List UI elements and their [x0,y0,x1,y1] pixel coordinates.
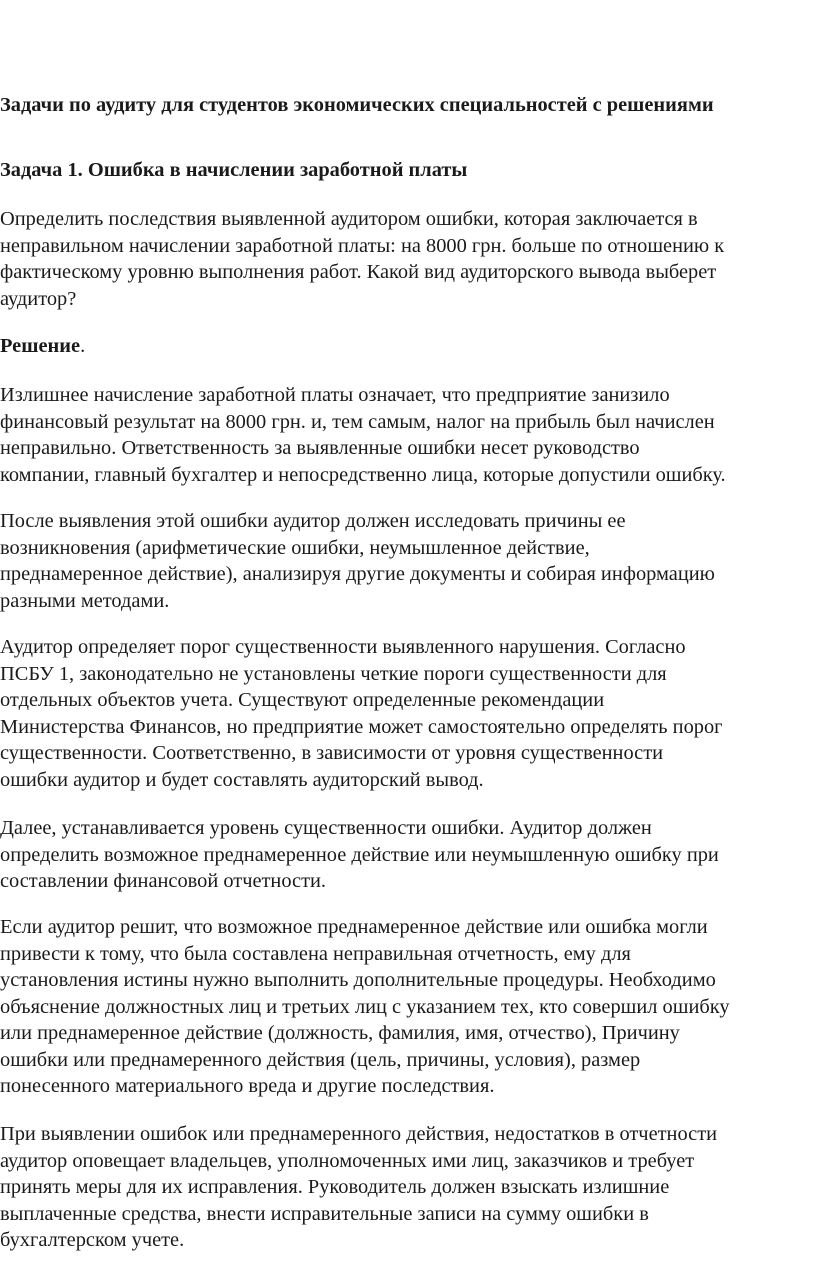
text-line: преднамеренное действие), анализируя другие документы и собирая информацию [0,563,715,585]
text-line: ошибки аудитор и будет составлять аудиторский вывод. [0,768,484,791]
text-line: или преднамеренное действие (должность, фамилия, имя, отчество), Причину [0,1022,680,1044]
text-line: Министерства Финансов, но предприятие может самостоятельно определять порог [0,715,723,738]
solution-paragraph-1 [0,382,814,488]
text-line: разными методами. [0,589,170,612]
text-line: привести к тому, что была составлена неправильная отчетность, ему для [0,942,631,965]
text-line: Аудитор определяет порог существенности выявленного нарушения. Согласно [0,636,686,658]
text-line: составлении финансовой отчетности. [0,870,327,892]
text-line: выплаченные средства, внести исправительные записи на сумму ошибки в [0,1202,649,1225]
text-line: фактическому уровню выполнения работ. Какой вид аудиторского вывода выберет [0,261,717,283]
text-line: компании, главный бухгалтер и непосредственно лица, которые допустили ошибку. [0,463,726,486]
solution-paragraph-6 [0,1121,814,1254]
solution-paragraph-4 [0,815,814,895]
text-line: Если аудитор решит, что возможное преднамеренное действие или ошибка могли [0,916,708,938]
text-line: ПСБУ 1, законодательно не установлены четкие пороги существенности для [0,662,667,685]
text-line: неправильном начислении заработной платы: на 8000 грн. больше по отношению к [0,234,725,257]
text-line: установления истины нужно выполнить дополнительные процедуры. Необходимо [0,969,716,991]
solution-label: Решение [0,335,81,357]
text-line: отдельных объектов учета. Существуют определенные рекомендации [0,689,605,711]
solution-heading [0,333,85,359]
text-line: При выявлении ошибок или преднамеренного действия, недостатков в отчетности [0,1123,718,1145]
text-line: финансовый результат на 8000 грн. и, тем самым, налог на прибыль был начислен [0,410,715,433]
solution-paragraph-3 [0,634,814,793]
text-line: После выявления этой ошибки аудитор должен исследовать причины ее [0,510,626,532]
text-line: возникновения (арифметические ошибки, неумышленное действие, [0,536,590,559]
text-line: Излишнее начисление заработной платы означает, что предприятие занизило [0,384,670,406]
text-line: аудитор? [0,287,77,310]
text-line: существенности. Соответственно, в зависимости от уровня существенности [0,742,664,764]
solution-paragraph-2 [0,508,814,614]
text-line: ошибки или преднамеренного действия (цель, причины, условия), размер [0,1048,641,1071]
text-line: Определить последствия выявленной аудитором ошибки, которая заключается в [0,208,698,230]
text-line: понесенного материального вреда и другие последствия. [0,1075,495,1097]
text-line: Далее, устанавливается уровень существенности ошибки. Аудитор должен [0,817,652,839]
solution-paragraph-5 [0,914,814,1100]
text-line: бухгалтерском учете. [0,1229,185,1251]
text-line: неправильно. Ответственность за выявленные ошибки несет руководство [0,437,640,459]
text-line: определить возможное преднамеренное действие или неумышленную ошибку при [0,843,719,866]
document-title: Задачи по аудиту для студентов экономических специальностей с решениями [0,94,714,116]
text-line: объяснение должностных лиц и третьих лиц с указанием тех, кто совершил ошибку [0,995,730,1018]
task-heading: Задача 1. Ошибка в начислении заработной платы [0,159,468,181]
text-line: принять меры для их исправления. Руководитель должен взыскать излишние [0,1176,670,1198]
task-question [0,206,814,312]
solution-label-suffix: . [80,335,86,357]
text-line: аудитор оповещает владельцев, уполномоченных ими лиц, заказчиков и требует [0,1149,695,1172]
